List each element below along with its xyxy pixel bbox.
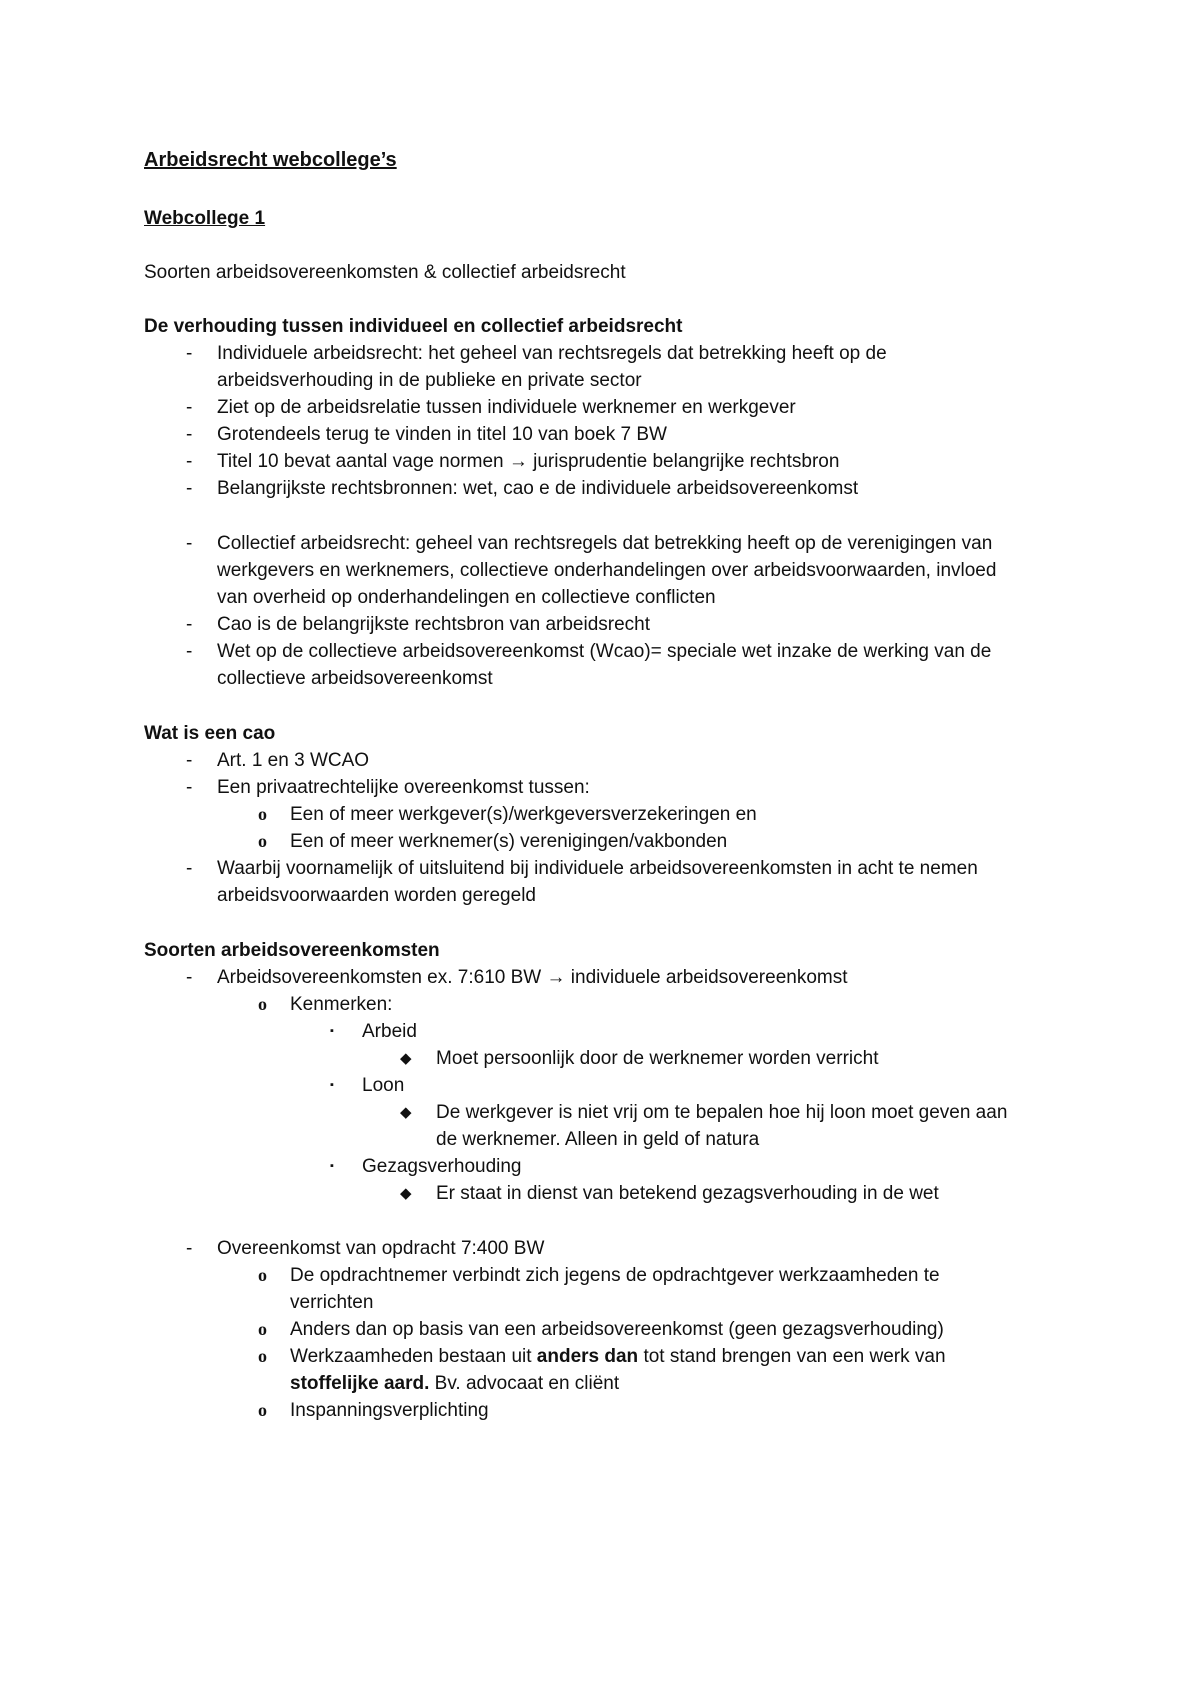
- sub-list-item: Inspanningsverplichting: [290, 1400, 489, 1421]
- list-item-continued: collectieve arbeidsovereenkomst: [217, 668, 493, 689]
- diamond-bullet: ◆: [400, 1185, 412, 1202]
- sub-list-item: [290, 1343, 946, 1370]
- dash-bullet: -: [186, 750, 193, 771]
- sub-list-item: Anders dan op basis van een arbeidsovereenkomst (geen gezagsverhouding): [290, 1319, 944, 1340]
- text-run: Werkzaamheden bestaan uit: [290, 1346, 537, 1367]
- list-item: Titel 10 bevat aantal vage normen → jurisprudentie belangrijke rechtsbron: [217, 451, 840, 472]
- square-bullet: ▪: [330, 1025, 334, 1037]
- dash-bullet: -: [186, 614, 193, 635]
- list-item: Overeenkomst van opdracht 7:400 BW: [217, 1238, 545, 1259]
- sub-list-item: Een of meer werkgever(s)/werkgeversverzekeringen en: [290, 804, 757, 825]
- list-item-continued: van overheid op onderhandelingen en collectieve conflicten: [217, 587, 716, 608]
- list-item: Grotendeels terug te vinden in titel 10 van boek 7 BW: [217, 424, 667, 445]
- list-item: Collectief arbeidsrecht: geheel van rechtsregels dat betrekking heeft op de verenigingen van: [217, 533, 993, 554]
- list-item: Wet op de collectieve arbeidsovereenkomst (Wcao)= speciale wet inzake de werking van de: [217, 641, 992, 662]
- bold-text-run: anders dan: [536, 1346, 639, 1367]
- circle-bullet: o: [258, 1400, 267, 1420]
- text-run: tot stand brengen van een werk van: [638, 1346, 946, 1367]
- dash-bullet: -: [186, 424, 193, 445]
- detail-item: De werkgever is niet vrij om te bepalen hoe hij loon moet geven aan: [436, 1102, 1008, 1123]
- bold-text-run: stoffelijke aard.: [290, 1373, 430, 1394]
- sub-list-item: De opdrachtnemer verbindt zich jegens de opdrachtgever werkzaamheden te: [290, 1265, 940, 1286]
- detail-item: Moet persoonlijk door de werknemer worden verricht: [436, 1048, 879, 1069]
- diamond-bullet: ◆: [400, 1104, 412, 1121]
- sub-list-item: Een of meer werknemer(s) verenigingen/vakbonden: [290, 831, 728, 852]
- dash-bullet: -: [186, 478, 193, 499]
- intro-line: Soorten arbeidsovereenkomsten & collectief arbeidsrecht: [144, 262, 626, 283]
- list-item: Individuele arbeidsrecht: het geheel van rechtsregels dat betrekking heeft op de: [217, 343, 887, 364]
- sub-list-item: Kenmerken:: [290, 994, 393, 1015]
- dash-bullet: -: [186, 967, 193, 988]
- list-item-continued: arbeidsvoorwaarden worden geregeld: [217, 885, 536, 906]
- dash-bullet: -: [186, 533, 193, 554]
- section-heading-soorten: Soorten arbeidsovereenkomsten: [144, 940, 440, 961]
- list-item: Belangrijkste rechtsbronnen: wet, cao e de individuele arbeidsovereenkomst: [217, 478, 859, 499]
- diamond-bullet: ◆: [400, 1050, 412, 1067]
- list-item: Ziet op de arbeidsrelatie tussen individuele werknemer en werkgever: [217, 397, 796, 418]
- list-item: Cao is de belangrijkste rechtsbron van arbeidsrecht: [217, 614, 651, 635]
- section-heading-cao: Wat is een cao: [144, 723, 276, 744]
- circle-bullet: o: [258, 1319, 267, 1339]
- dash-bullet: -: [186, 858, 193, 879]
- square-bullet: ▪: [330, 1079, 334, 1091]
- detail-item: Er staat in dienst van betekend gezagsverhouding in de wet: [436, 1183, 939, 1204]
- dash-bullet: -: [186, 343, 193, 364]
- sub-sub-list-item: Gezagsverhouding: [362, 1156, 522, 1177]
- sub-sub-list-item: Loon: [362, 1075, 405, 1096]
- dash-bullet: -: [186, 641, 193, 662]
- webcollege-subtitle: Webcollege 1: [144, 208, 266, 229]
- section-heading-verhouding: De verhouding tussen individueel en collectief arbeidsrecht: [144, 316, 683, 337]
- list-item: Een privaatrechtelijke overeenkomst tussen:: [217, 777, 590, 798]
- detail-item-continued: de werknemer. Alleen in geld of natura: [436, 1129, 760, 1150]
- list-item-continued: werkgevers en werknemers, collectieve onderhandelingen over arbeidsvoorwaarden, invloed: [217, 560, 997, 581]
- text-run: Bv. advocaat en cliënt: [429, 1373, 620, 1394]
- dash-bullet: -: [186, 777, 193, 798]
- circle-bullet: o: [258, 1346, 267, 1366]
- sub-sub-list-item: Arbeid: [362, 1021, 417, 1042]
- circle-bullet: o: [258, 994, 267, 1014]
- list-item: Art. 1 en 3 WCAO: [217, 750, 370, 771]
- circle-bullet: o: [258, 804, 267, 824]
- dash-bullet: -: [186, 451, 193, 472]
- sub-list-item-continued: [290, 1370, 619, 1397]
- list-item: Arbeidsovereenkomsten ex. 7:610 BW → individuele arbeidsovereenkomst: [217, 967, 848, 988]
- list-item: Waarbij voornamelijk of uitsluitend bij individuele arbeidsovereenkomsten in acht te nemen: [217, 858, 978, 879]
- dash-bullet: -: [186, 1238, 193, 1259]
- circle-bullet: o: [258, 1265, 267, 1285]
- circle-bullet: o: [258, 831, 267, 851]
- square-bullet: ▪: [330, 1160, 334, 1172]
- dash-bullet: -: [186, 397, 193, 418]
- list-item-continued: arbeidsverhouding in de publieke en private sector: [217, 370, 642, 391]
- sub-list-item-continued: verrichten: [290, 1292, 374, 1313]
- document-title: Arbeidsrecht webcollege’s: [144, 149, 397, 171]
